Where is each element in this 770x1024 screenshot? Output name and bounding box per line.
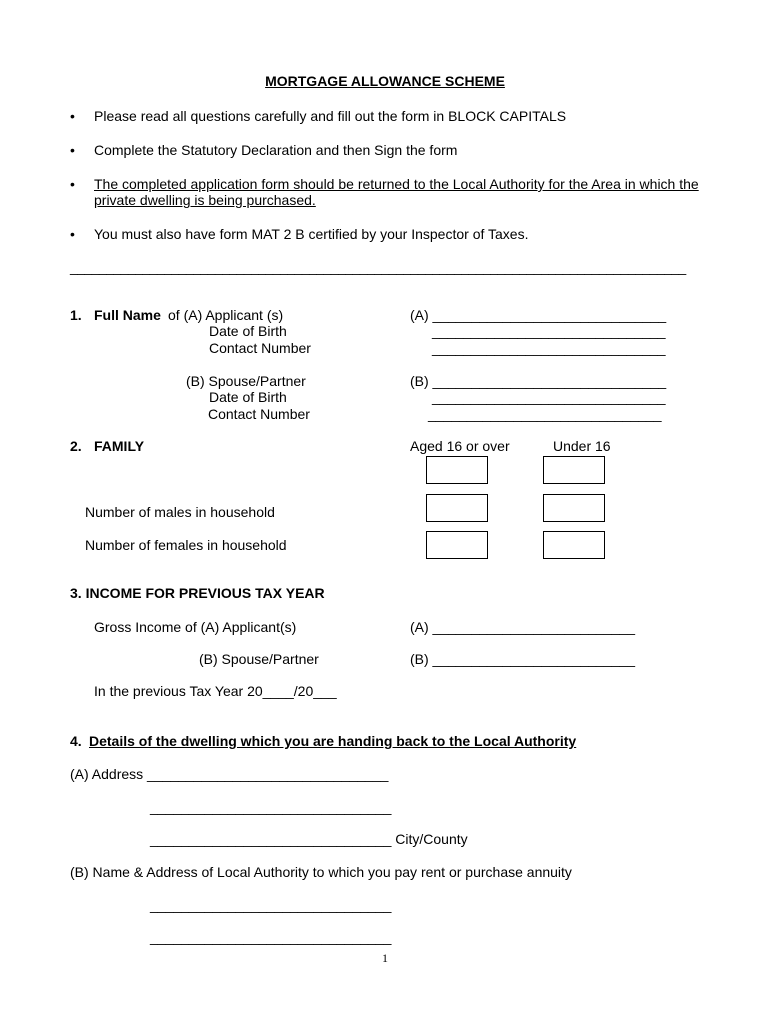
bullet-glyph: •	[70, 176, 75, 192]
divider-line: _____________________________________________________________________________________	[70, 260, 687, 275]
gross-income-spouse-field[interactable]: (B) __________________________	[410, 651, 635, 667]
females-label: Number of females in household	[85, 537, 287, 553]
bullet-glyph: •	[70, 142, 75, 158]
males-under-16-box[interactable]	[543, 494, 605, 522]
bullet-glyph: •	[70, 226, 75, 242]
instruction-2: Complete the Statutory Declaration and then Sign the form	[94, 142, 458, 158]
dwelling-city-county-field[interactable]: _______________________________ City/County	[150, 831, 468, 847]
tax-year-field[interactable]: In the previous Tax Year 20____/20___	[94, 683, 337, 699]
local-authority-line2[interactable]: _______________________________	[150, 929, 392, 945]
section4-heading: Details of the dwelling which you are handing back to the Local Authority	[89, 733, 577, 749]
dwelling-address-line2[interactable]: _______________________________	[150, 799, 392, 815]
section4-number: 4.	[70, 733, 82, 749]
applicant-contact-label: Contact Number	[209, 340, 311, 356]
local-authority-line1[interactable]: _______________________________	[150, 897, 392, 913]
males-aged-16-over-box[interactable]	[426, 494, 488, 522]
applicant-dob-label: Date of Birth	[209, 323, 287, 339]
males-label: Number of males in household	[85, 504, 275, 520]
section2-number: 2.	[70, 438, 82, 454]
instruction-3: The completed application form should be returned to the Local Authority for the Area in which the	[94, 176, 699, 192]
form-title: MORTGAGE ALLOWANCE SCHEME	[265, 73, 505, 89]
section1-label: Full Name	[94, 307, 161, 323]
instruction-1: Please read all questions carefully and fill out the form in BLOCK CAPITALS	[94, 108, 567, 124]
spouse-dob-label: Date of Birth	[209, 389, 287, 405]
spouse-contact-field[interactable]: ______________________________	[428, 406, 662, 422]
instruction-3-cont: private dwelling is being purchased.	[94, 192, 316, 208]
females-aged-16-over-box[interactable]	[426, 531, 488, 559]
gross-income-applicant-label: Gross Income of (A) Applicant(s)	[94, 619, 297, 635]
females-under-16-box[interactable]	[543, 531, 605, 559]
col-under-16: Under 16	[553, 438, 611, 454]
section1-number: 1.	[70, 307, 82, 323]
spouse-label: (B) Spouse/Partner	[186, 373, 306, 389]
local-authority-label: (B) Name & Address of Local Authority to which you pay rent or purchase annuity	[70, 864, 572, 880]
col-aged-16-over: Aged 16 or over	[410, 438, 510, 454]
applicant-contact-field[interactable]: ______________________________	[432, 340, 666, 356]
spouse-dob-field[interactable]: ______________________________	[432, 389, 666, 405]
gross-income-spouse-label: (B) Spouse/Partner	[199, 651, 319, 667]
section2-label: FAMILY	[94, 438, 145, 454]
bullet-glyph: •	[70, 108, 75, 124]
applicant-name-field[interactable]: (A) ______________________________	[410, 307, 667, 323]
family-box-aged-row1[interactable]	[426, 456, 488, 484]
gross-income-applicant-field[interactable]: (A) __________________________	[410, 619, 635, 635]
section1-applicant-label: of (A) Applicant (s)	[168, 307, 284, 323]
dwelling-address-field[interactable]: (A) Address _______________________________	[70, 766, 389, 782]
family-box-under-row1[interactable]	[543, 456, 605, 484]
page-number: 1	[382, 951, 388, 965]
section3-heading: 3. INCOME FOR PREVIOUS TAX YEAR	[70, 585, 325, 601]
applicant-dob-field[interactable]: ______________________________	[432, 323, 666, 339]
spouse-name-field[interactable]: (B) ______________________________	[410, 373, 667, 389]
instruction-4: You must also have form MAT 2 B certified by your Inspector of Taxes.	[94, 226, 529, 242]
spouse-contact-label: Contact Number	[208, 406, 310, 422]
